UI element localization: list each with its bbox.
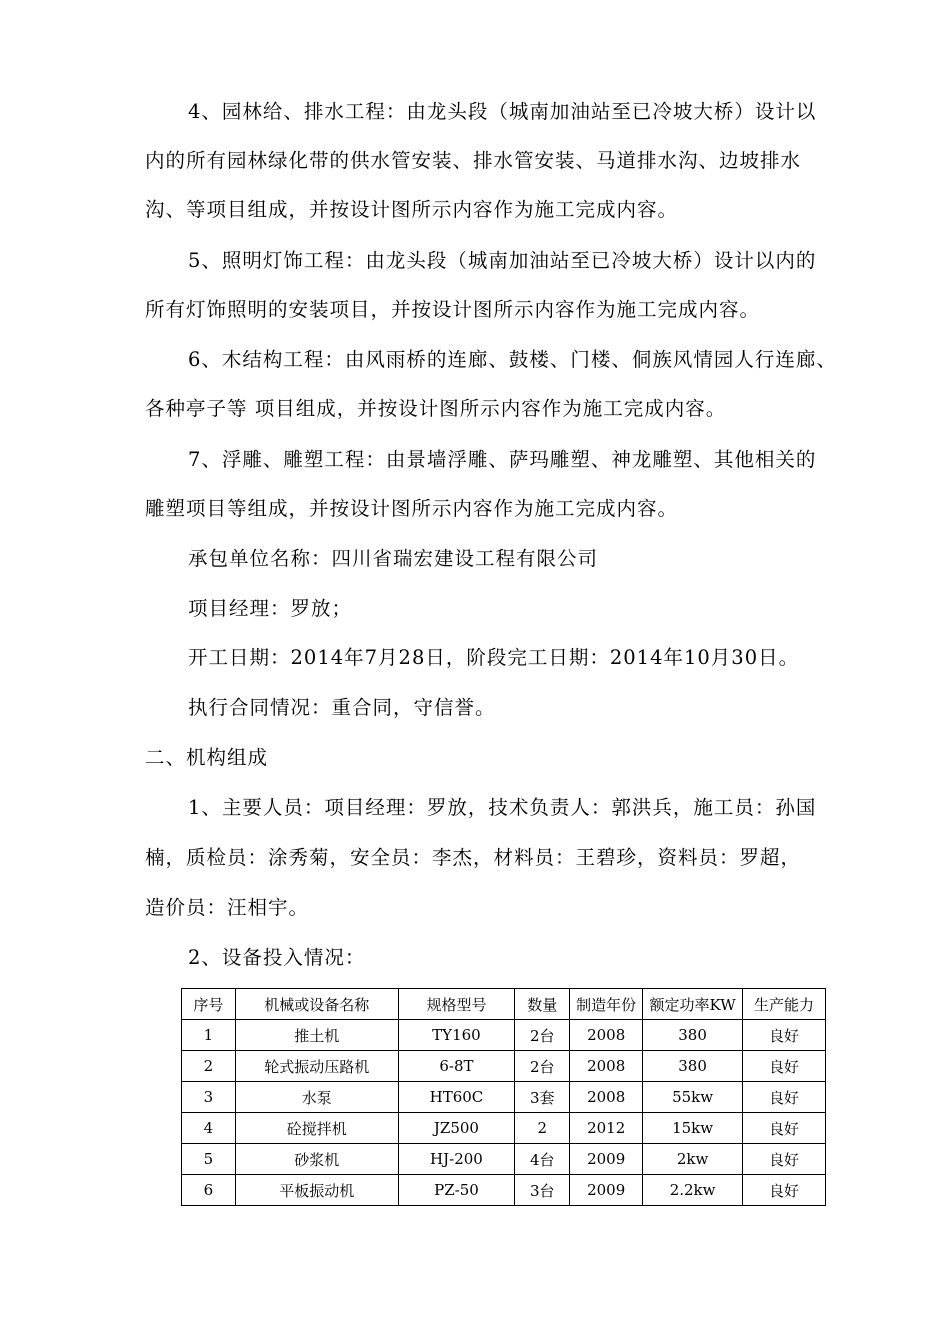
section-title: 二、机构组成 — [145, 746, 269, 769]
header-cell: 生产能力 — [743, 989, 826, 1020]
para-4-line-2: 内的所有园林绿化带的供水管安装、排水管安装、马道排水沟、边坡排水 — [145, 149, 802, 172]
equipment-title: 2、设备投入情况： — [188, 946, 366, 969]
table-cell: 2.2kw — [643, 1175, 743, 1206]
table-cell: 砂浆机 — [235, 1144, 398, 1175]
table-row — [182, 1020, 826, 1051]
table-cell: 良好 — [743, 1144, 826, 1175]
table-cell: 良好 — [743, 1020, 826, 1051]
table-cell: 良好 — [743, 1082, 826, 1113]
table-cell: 砼搅拌机 — [235, 1113, 398, 1144]
manager-line: 项目经理：罗放； — [188, 597, 353, 620]
table-cell: 水泵 — [235, 1082, 398, 1113]
table-cell: 良好 — [743, 1175, 826, 1206]
table-row — [182, 1113, 826, 1144]
table-cell: HJ-200 — [398, 1144, 515, 1175]
para-6-line-2: 各种亭子等 项目组成，并按设计图所示内容作为施工完成内容。 — [145, 397, 727, 420]
table-cell: 3套 — [515, 1082, 570, 1113]
table-cell: 6 — [182, 1175, 236, 1206]
header-cell: 数量 — [515, 989, 570, 1020]
table-cell: 4台 — [515, 1144, 570, 1175]
table-row — [182, 1082, 826, 1113]
para-7-line-2: 雕塑项目等组成，并按设计图所示内容作为施工完成内容。 — [145, 497, 679, 520]
table-row — [182, 1175, 826, 1206]
dates-line: 开工日期：2014年7月28日，阶段完工日期：2014年10月30日。 — [188, 646, 800, 669]
personnel-line-2: 楠，质检员：涂秀菊，安全员：李杰，材料员：王碧珍，资料员：罗超， — [145, 846, 802, 869]
table-cell: 2008 — [570, 1082, 643, 1113]
para-5-line-1: 5、照明灯饰工程：由龙头段（城南加油站至已冷坡大桥）设计以内的 — [188, 249, 817, 272]
table-cell: 2008 — [570, 1020, 643, 1051]
header-cell: 制造年份 — [570, 989, 643, 1020]
header-cell: 额定功率KW — [643, 989, 743, 1020]
table-cell: 良好 — [743, 1113, 826, 1144]
table-cell: 2kw — [643, 1144, 743, 1175]
table-cell: 6-8T — [398, 1051, 515, 1082]
table-cell: 3台 — [515, 1175, 570, 1206]
equipment-table — [181, 988, 826, 1206]
table-cell: 5 — [182, 1144, 236, 1175]
table-cell: 2 — [182, 1051, 236, 1082]
table-cell: 2台 — [515, 1051, 570, 1082]
para-4-line-1: 4、园林给、排水工程：由龙头段（城南加油站至已冷坡大桥）设计以 — [188, 100, 817, 123]
personnel-line-1: 1、主要人员：项目经理：罗放，技术负责人：郭洪兵，施工员：孙国 — [188, 796, 817, 819]
header-cell: 规格型号 — [398, 989, 515, 1020]
para-7-line-1: 7、浮雕、雕塑工程：由景墙浮雕、萨玛雕塑、神龙雕塑、其他相关的 — [188, 448, 817, 471]
table-cell: 1 — [182, 1020, 236, 1051]
header-cell: 机械或设备名称 — [235, 989, 398, 1020]
para-5-line-2: 所有灯饰照明的安装项目，并按设计图所示内容作为施工完成内容。 — [145, 298, 761, 321]
para-6-line-1: 6、木结构工程：由风雨桥的连廊、鼓楼、门楼、侗族风情园人行连廊、 — [188, 348, 837, 371]
table-row — [182, 1051, 826, 1082]
table-cell: 2 — [515, 1113, 570, 1144]
para-4-line-3: 沟、等项目组成，并按设计图所示内容作为施工完成内容。 — [145, 198, 679, 221]
table-cell: JZ500 — [398, 1113, 515, 1144]
table-header-row — [182, 989, 826, 1020]
table-cell: 良好 — [743, 1051, 826, 1082]
contractor-line: 承包单位名称：四川省瑞宏建设工程有限公司 — [188, 547, 599, 570]
table-row — [182, 1144, 826, 1175]
table-cell: 平板振动机 — [235, 1175, 398, 1206]
table-cell: PZ-50 — [398, 1175, 515, 1206]
table-cell: 15kw — [643, 1113, 743, 1144]
table-cell: 推土机 — [235, 1020, 398, 1051]
table-cell: HT60C — [398, 1082, 515, 1113]
table-cell: 轮式振动压路机 — [235, 1051, 398, 1082]
table-cell: 2012 — [570, 1113, 643, 1144]
table-cell: 3 — [182, 1082, 236, 1113]
performance-line: 执行合同情况：重合同，守信誉。 — [188, 696, 496, 719]
table-cell: 2009 — [570, 1175, 643, 1206]
table-cell: 4 — [182, 1113, 236, 1144]
table-cell: 380 — [643, 1051, 743, 1082]
table-cell: 2台 — [515, 1020, 570, 1051]
table-cell: 55kw — [643, 1082, 743, 1113]
table-cell: TY160 — [398, 1020, 515, 1051]
header-cell: 序号 — [182, 989, 236, 1020]
table-cell: 2008 — [570, 1051, 643, 1082]
table-cell: 380 — [643, 1020, 743, 1051]
personnel-line-3: 造价员：汪相宇。 — [145, 896, 310, 919]
table-cell: 2009 — [570, 1144, 643, 1175]
